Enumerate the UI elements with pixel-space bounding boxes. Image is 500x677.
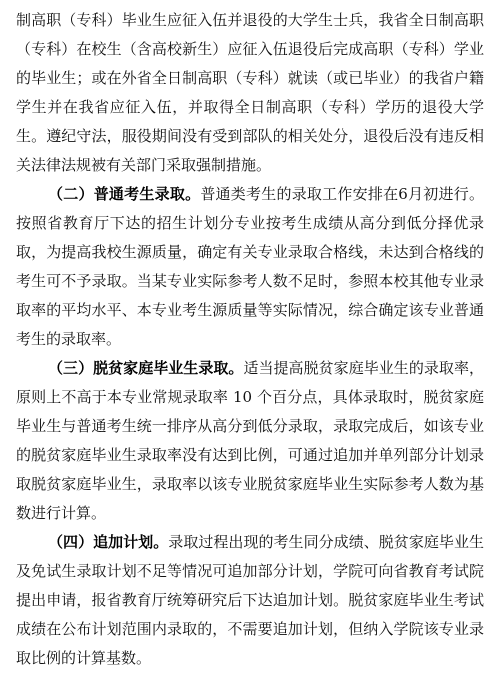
section-heading-poverty-family-admission: （三）脱贫家庭毕业生录取。 — [48, 359, 244, 377]
paragraph-eligibility-continued — [16, 6, 484, 180]
paragraph-text: 适当提高脱贫家庭毕业生的录取率，原则上不高于本专业常规录取率 10 个百分点，具体录取时，脱贫家庭毕业生与普通考生统一排序从高分到低分录取，录取完成后，如该专业的脱贫家庭毕业生录取率没有达到比例，可通过追加并单列部分计划录取脱贫家庭毕业生，录取率以该专业脱贫家庭毕业生实际参考人数为基数进行计算。 — [16, 359, 484, 522]
paragraph-text: 录取过程出现的考生同分成绩、脱贫家庭毕业生及免试生录取计划不足等情况可追加部分计划，学院可向省教育考试院提出申请，报省教育厅统筹研究后下达追加计划。脱贫家庭毕业生考试成绩在公布计划范围内录取的，不需要追加计划，但纳入学院该专业录取比例的计算基数。 — [16, 533, 484, 667]
paragraph-additional-plan — [16, 528, 484, 673]
paragraph-text: 普通类考生的录取工作安排在6月初进行。按照省教育厅下达的招生计划分专业按考生成绩从高分到低分择优录取，为提高我校生源质量，确定有关专业录取合格线，未达到合格线的考生可不予录取。当某专业实际参考人数不足时，参照本校其他专业录取率的平均水平、本专业考生源质量等实际情况，综合确定该专业普通考生的录取率。 — [16, 185, 484, 348]
paragraph-text: 制高职（专科）毕业生应征入伍并退役的大学生士兵，我省全日制高职（专科）在校生（含高校新生）应征入伍退役后完成高职（专科）学业的毕业生；或在外省全日制高职（专科）就读（或已毕业）的我省户籍学生并在我省应征入伍，并取得全日制高职（专科）学历的退役大学生。遵纪守法，服役期间没有受到部队的相关处分，退役后没有违反相关法律法规被有关部门采取强制措施。 — [16, 11, 484, 174]
paragraph-regular-admission — [16, 180, 484, 354]
paragraph-poverty-family-admission — [16, 354, 484, 528]
section-heading-additional-plan: （四）追加计划。 — [48, 533, 169, 551]
section-heading-regular-admission: （二）普通考生录取。 — [48, 185, 201, 203]
